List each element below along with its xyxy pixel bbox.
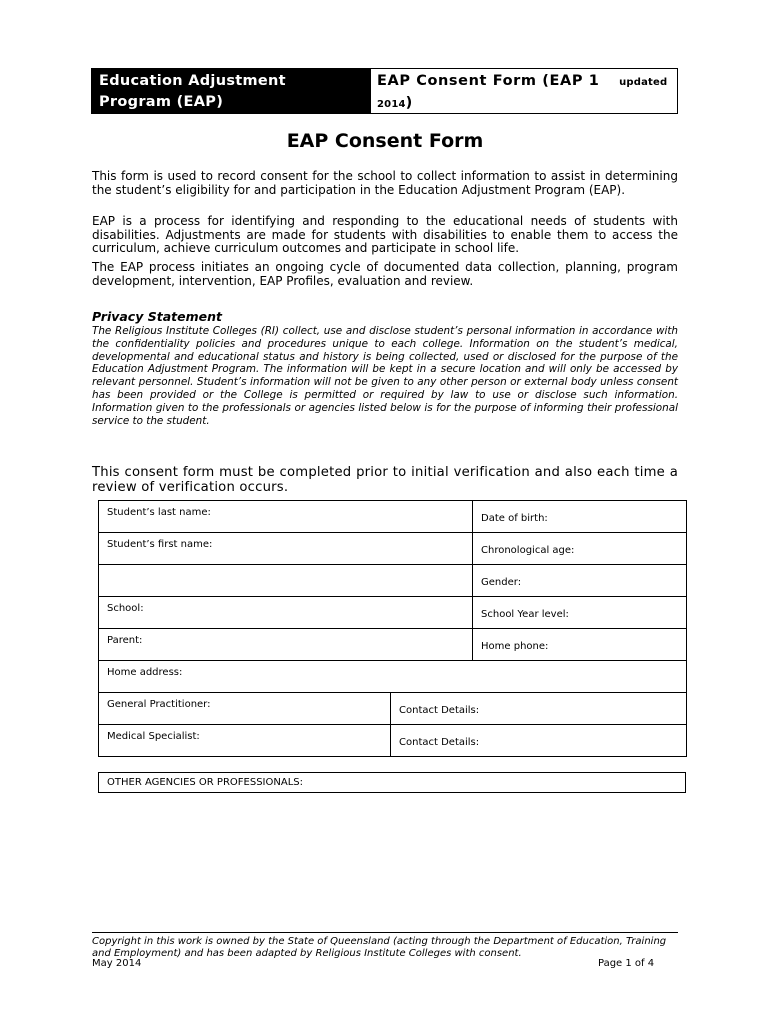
intro-paragraph-1: This form is used to record consent for the school to collect information to assist in determining the student’s eligibility for and participation in the Education Adjustment Program (EAP). xyxy=(92,169,678,197)
form-id-close-paren: ) xyxy=(405,95,413,111)
table-row xyxy=(99,501,687,533)
last-name-label: Student’s last name: xyxy=(107,507,211,518)
table-row xyxy=(99,597,687,629)
program-name-cell xyxy=(92,69,371,113)
dob-field[interactable] xyxy=(473,501,687,533)
parent-label: Parent: xyxy=(107,635,143,646)
table-row xyxy=(99,693,687,725)
consent-note: This consent form must be completed prior to initial verification and also each time a review of verification occurs. xyxy=(92,465,678,495)
table-row xyxy=(99,661,687,693)
gender-label: Gender: xyxy=(481,577,522,588)
gender-field[interactable] xyxy=(473,565,687,597)
chrono-age-label: Chronological age: xyxy=(481,545,575,556)
privacy-statement-text: The Religious Institute Colleges (RI) collect, use and disclose student’s personal information in accordance with the confidentiality policies and procedures unique to each college. Information on the student’s medical, developmental and educational status and history is being collected, used or disclosed for the purpose of the Education Adjustment Program. The information will be kept in a secure location and will only be accessed by relevant personnel. Student’s information will not be given to any other person or external body unless consent has been provided or the College is permitted or required by law to use or disclose such information. Information given to the professionals or agencies listed below is for the purpose of informing their professional service to the student. xyxy=(92,325,678,427)
specialist-contact-field[interactable] xyxy=(391,725,687,757)
table-row xyxy=(99,725,687,757)
program-name-line1: Education Adjustment xyxy=(99,73,286,89)
page-title: EAP Consent Form xyxy=(286,130,484,152)
privacy-statement-heading: Privacy Statement xyxy=(92,309,222,324)
table-row xyxy=(99,533,687,565)
footer-copyright: Copyright in this work is owned by the State of Queensland (acting through the Department of Education, Training and Employment) and has been adapted by Religious Institute Colleges with consent. xyxy=(92,936,667,959)
other-agencies-field[interactable] xyxy=(98,772,686,793)
year-level-field[interactable] xyxy=(473,597,687,629)
parent-field[interactable] xyxy=(99,629,473,661)
blank-field[interactable] xyxy=(99,565,473,597)
form-id-cell xyxy=(371,69,677,113)
footer-divider xyxy=(92,932,678,933)
school-label: School: xyxy=(107,603,144,614)
specialist-label: Medical Specialist: xyxy=(107,731,200,742)
dob-label: Date of birth: xyxy=(481,513,548,524)
home-address-field[interactable] xyxy=(99,661,687,693)
form-id-title: EAP Consent Form (EAP 1 xyxy=(377,73,600,89)
program-name-line2: Program (EAP) xyxy=(99,94,224,110)
footer-page-number: Page 1 of 4 xyxy=(598,958,655,969)
home-phone-field[interactable] xyxy=(473,629,687,661)
intro-paragraph-3: The EAP process initiates an ongoing cycle of documented data collection, planning, program development, intervention, EAP Profiles, evaluation and review. xyxy=(92,260,678,288)
first-name-label: Student’s first name: xyxy=(107,539,213,550)
last-name-field[interactable] xyxy=(99,501,473,533)
gp-contact-field[interactable] xyxy=(391,693,687,725)
table-row xyxy=(99,565,687,597)
home-address-label: Home address: xyxy=(107,667,183,678)
specialist-field[interactable] xyxy=(99,725,391,757)
intro-paragraph-2: EAP is a process for identifying and responding to the educational needs of students with disabilities. Adjustments are made for students with disabilities to enable them to access the curriculum, achieve curriculum outcomes and participate in school life. xyxy=(92,214,678,255)
student-details-table xyxy=(98,500,687,757)
gp-field[interactable] xyxy=(99,693,391,725)
year-level-label: School Year level: xyxy=(481,609,569,620)
other-agencies-label: OTHER AGENCIES OR PROFESSIONALS: xyxy=(107,777,303,788)
form-id-updated: updated xyxy=(619,77,668,88)
specialist-contact-label: Contact Details: xyxy=(399,737,480,748)
table-row xyxy=(99,629,687,661)
footer-date: May 2014 xyxy=(92,958,142,969)
document-header xyxy=(91,68,678,114)
school-field[interactable] xyxy=(99,597,473,629)
gp-contact-label: Contact Details: xyxy=(399,705,480,716)
home-phone-label: Home phone: xyxy=(481,641,549,652)
first-name-field[interactable] xyxy=(99,533,473,565)
gp-label: General Practitioner: xyxy=(107,699,211,710)
chrono-age-field[interactable] xyxy=(473,533,687,565)
form-id-year: 2014 xyxy=(377,99,406,110)
